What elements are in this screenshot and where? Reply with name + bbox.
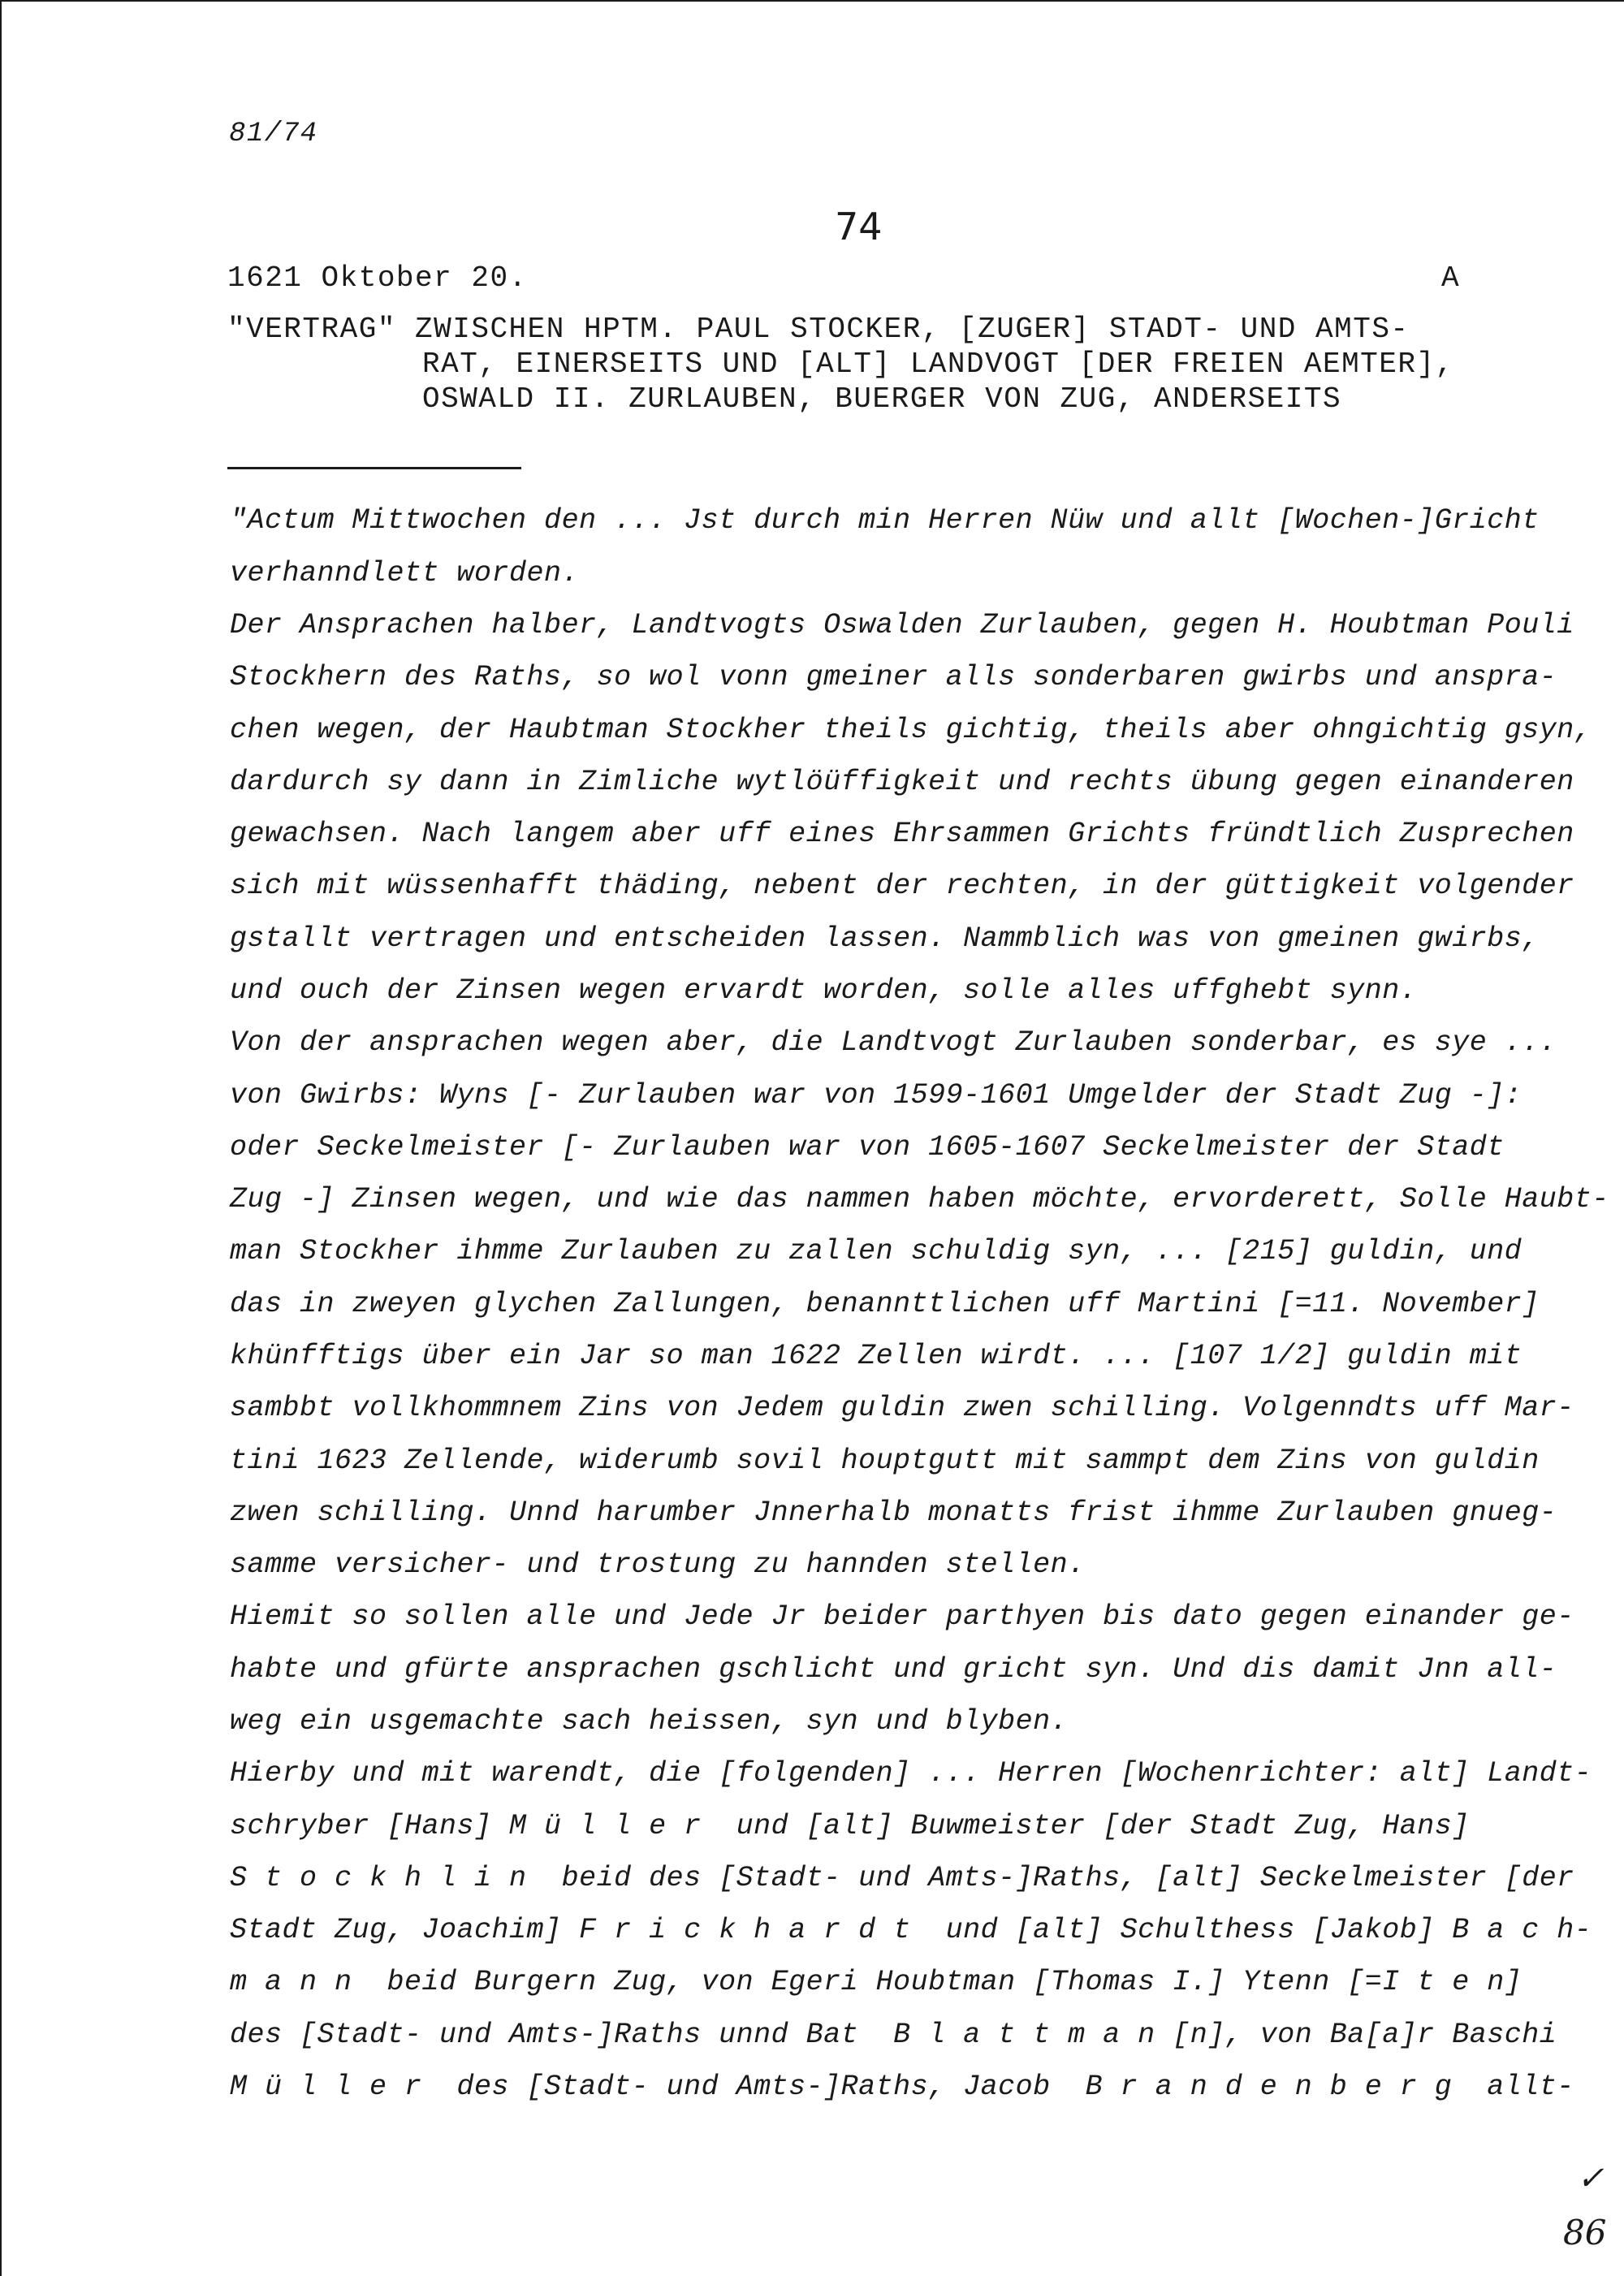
body-line: Hiemit so sollen alle und Jede Jr beider parthyen bis dato gegen einander ge- [230, 1600, 1574, 1633]
body-line: schryber [Hans] M ü l l e r und [alt] Buwmeister [der Stadt Zug, Hans] [230, 1810, 1470, 1842]
body-line: Hierby und mit warendt, die [folgenden] ... Herren [Wochenrichter: alt] Landt- [230, 1757, 1592, 1790]
page-border-left [0, 0, 2, 2276]
body-line: und ouch der Zinsen wegen ervardt worden, solle alles uffghebt synn. [230, 974, 1418, 1007]
page-border-top [0, 0, 1624, 2]
page-number: 74 [835, 205, 883, 248]
body-line: sich mit wüssenhafft thäding, nebent der rechten, in der güttigkeit volgender [230, 870, 1574, 902]
body-line: verhanndlett worden. [230, 557, 580, 590]
body-line: sambbt vollkhommnem Zins von Jedem guldin zwen schilling. Volgenndts uff Mar- [230, 1392, 1574, 1424]
body-line: man Stockher ihmme Zurlauben zu zallen schuldig syn, ... [215] guldin, und [230, 1235, 1522, 1268]
body-line: weg ein usgemachte sach heissen, syn und blyben. [230, 1705, 1069, 1738]
version-letter: A [1441, 261, 1461, 295]
body-line: Zug -] Zinsen wegen, und wie das nammen haben möchte, ervorderett, Solle Haubt- [230, 1183, 1609, 1216]
reference-number: 81/74 [229, 119, 318, 149]
body-line: Stadt Zug, Joachim] F r i c k h a r d t und [alt] Schulthess [Jakob] B a c h- [230, 1914, 1592, 1946]
title-line: "VERTRAG" ZWISCHEN HPTM. PAUL STOCKER, [ZUGER] STADT- UND AMTS- [227, 313, 1410, 346]
body-line: gewachsen. Nach langem aber uff eines Ehrsammen Grichts fründtlich Zusprechen [230, 818, 1574, 850]
body-line: dardurch sy dann in Zimliche wytlöüffigkeit und rechts übung gegen einanderen [230, 766, 1574, 798]
body-line: khünfftigs über ein Jar so man 1622 Zellen wirdt. ... [107 1/2] guldin mit [230, 1340, 1522, 1372]
body-line: "Actum Mittwochen den ... Jst durch min Herren Nüw und allt [Wochen-]Gricht [230, 504, 1540, 537]
body-line: Der Ansprachen halber, Landtvogts Oswalden Zurlauben, gegen H. Houbtman Pouli [230, 609, 1574, 641]
body-line: des [Stadt- und Amts-]Raths unnd Bat B l a t t m a n [n], von Ba[a]r Baschi [230, 2019, 1557, 2051]
title-line: OSWALD II. ZURLAUBEN, BUERGER VON ZUG, ANDERSEITS [422, 382, 1342, 416]
body-line: oder Seckelmeister [- Zurlauben war von 1605-1607 Seckelmeister der Stadt [230, 1131, 1505, 1164]
body-line: von Gwirbs: Wyns [- Zurlauben war von 1599-1601 Umgelder der Stadt Zug -]: [230, 1079, 1522, 1112]
body-line: chen wegen, der Haubtman Stockher theils gichtig, theils aber ohngichtig gsyn, [230, 714, 1592, 746]
body-line: gstallt vertragen und entscheiden lassen. Nammblich was von gmeinen gwirbs, [230, 922, 1540, 955]
body-line: m a n n beid Burgern Zug, von Egeri Houbtman [Thomas I.] Ytenn [=I t e n] [230, 1966, 1522, 1998]
title-divider [227, 467, 521, 469]
body-line: samme versicher- und trostung zu hannden stellen. [230, 1548, 1086, 1581]
handwritten-note: 86 [1563, 2213, 1607, 2252]
body-line: zwen schilling. Unnd harumber Jnnerhalb monatts frist ihmme Zurlauben gnueg- [230, 1496, 1557, 1529]
document-date: 1621 Oktober 20. [227, 261, 528, 295]
body-line: tini 1623 Zellende, widerumb sovil houptgutt mit sammpt dem Zins von guldin [230, 1445, 1540, 1477]
body-line: M ü l l e r des [Stadt- und Amts-]Raths, Jacob B r a n d e n b e r g allt- [230, 2071, 1574, 2103]
body-line: S t o c k h l i n beid des [Stadt- und Amts-]Raths, [alt] Seckelmeister [der [230, 1862, 1574, 1894]
body-line: das in zweyen glychen Zallungen, benannttlichen uff Martini [=11. November] [230, 1288, 1540, 1320]
body-line: Von der ansprachen wegen aber, die Landtvogt Zurlauben sonderbar, es sye ... [230, 1026, 1557, 1059]
body-line: Stockhern des Raths, so wol vonn gmeiner alls sonderbaren gwirbs und anspra- [230, 661, 1557, 693]
title-line: RAT, EINERSEITS UND [ALT] LANDVOGT [DER FREIEN AEMTER], [422, 348, 1454, 381]
body-line: habte und gfürte ansprachen gschlicht und gricht syn. Und dis damit Jnn all- [230, 1653, 1557, 1686]
check-mark-icon: ✓ [1577, 2160, 1605, 2197]
